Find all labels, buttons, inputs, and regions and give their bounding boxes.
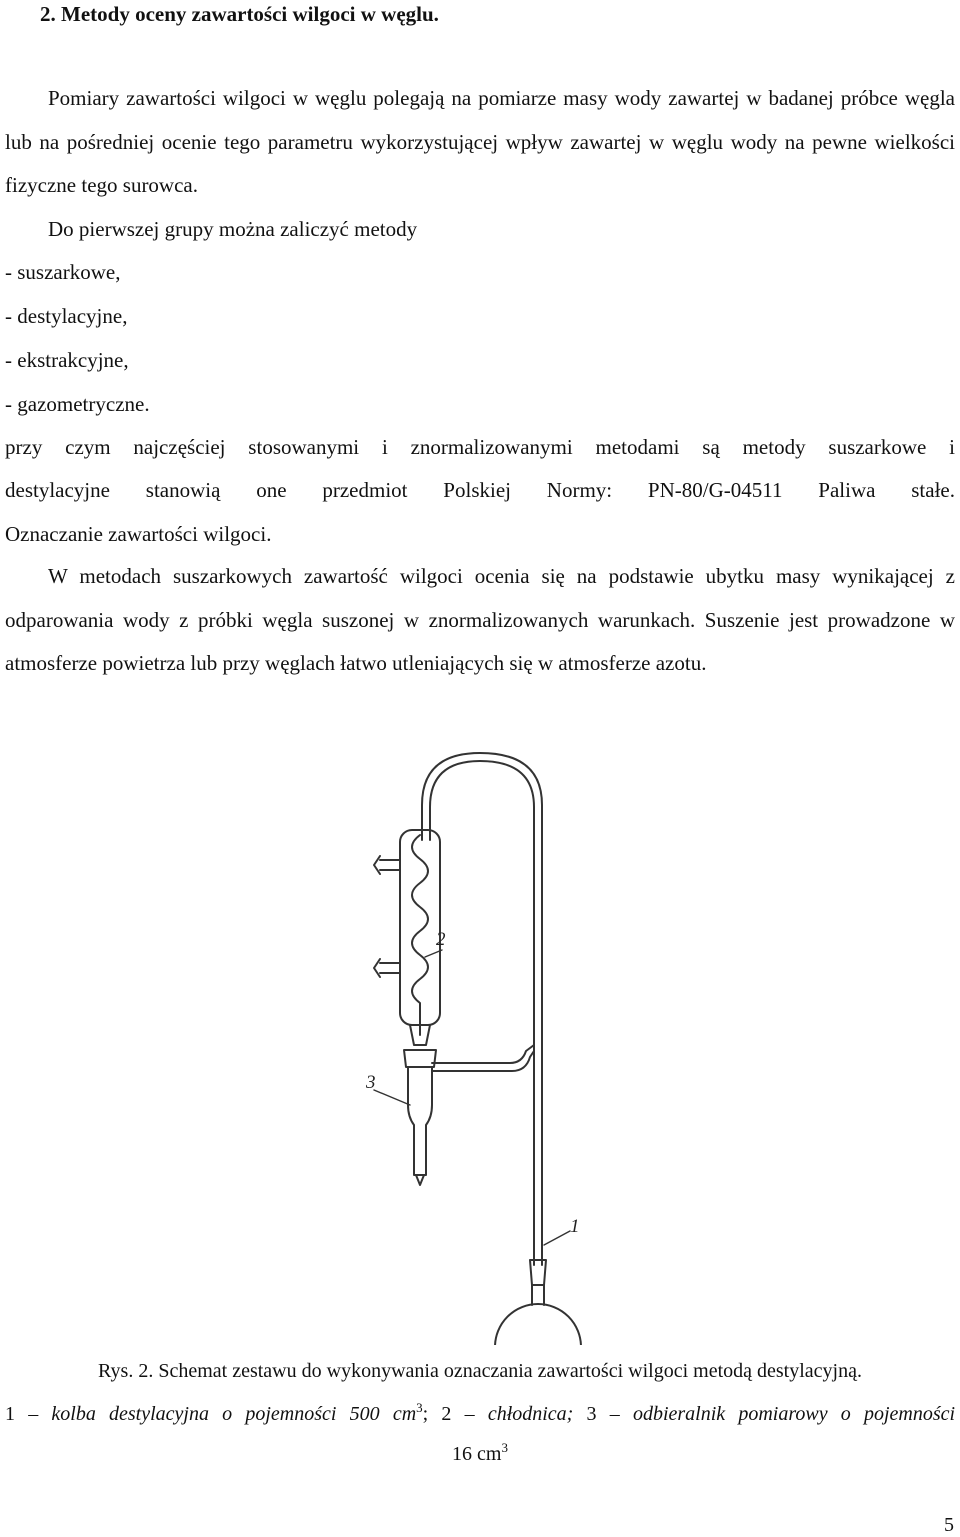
method-item-drying: - suszarkowe, bbox=[5, 260, 121, 284]
legend-text-condenser: chłodnica; bbox=[487, 1403, 574, 1425]
flask-neck bbox=[532, 1285, 544, 1305]
label-receiver: 3 bbox=[366, 1072, 376, 1093]
figure-legend-volume bbox=[0, 1440, 960, 1468]
figure-legend: 1 – kolba destylacyjna o pojemności 500 $cm^3$; 2 – chłodnica; 3 – odbieralnik pomiarowy o pojemności bbox=[5, 1400, 956, 1425]
leader-line-1 bbox=[544, 1231, 570, 1245]
legend-separator: ; bbox=[422, 1403, 429, 1425]
paragraph2-line1: przy czym najczęściej stosowanymi i znormalizowanymi metodami są metody suszarkowe i bbox=[5, 435, 955, 459]
method-item-extraction: - ekstrakcyjne, bbox=[5, 348, 129, 372]
label-flask: 1 bbox=[570, 1216, 580, 1237]
condenser-inlet-nozzle bbox=[374, 959, 400, 977]
legend-number-1: 1 bbox=[5, 1403, 15, 1425]
paragraph-drying-methods: W metodach suszarkowych zawartość wilgoci ocenia się na podstawie ubytku masy wynikającej z odparowania wody z próbki węgla suszonej w znormalizowanych warunkach. Suszenie jest prowadzone w atmosferze powietrza lub przy węglach łatwo utleniających się w atmosferze azotu. bbox=[5, 564, 955, 675]
receiver-body bbox=[408, 1067, 432, 1175]
paragraph2-line3: Oznaczanie zawartości wilgoci. bbox=[5, 522, 272, 546]
legend-volume: 16 cm bbox=[452, 1443, 502, 1465]
group-intro-line: Do pierwszej grupy można zaliczyć metody bbox=[48, 217, 418, 241]
flask-body bbox=[495, 1304, 581, 1345]
condenser-coil bbox=[412, 835, 428, 1035]
condenser-outlet-nozzle bbox=[374, 856, 400, 874]
method-item-distillation: - destylacyjne, bbox=[5, 304, 128, 328]
leader-line-3 bbox=[374, 1090, 410, 1105]
legend-superscript-1: 3 bbox=[416, 1400, 423, 1415]
legend-number-2: 2 bbox=[441, 1403, 452, 1425]
paragraph-intro: Pomiary zawartości wilgoci w węglu polegają na pomiarze masy wody zawartej w badanej próbce węgla lub na pośredniej ocenie tego parametru wykorzystującej wpływ zawartej w węglu wody na pewne wielkości fizyczne tego surowca. bbox=[5, 86, 955, 197]
distillation-apparatus-diagram bbox=[330, 745, 630, 1345]
receiver-tip bbox=[416, 1175, 424, 1185]
receiver-top bbox=[404, 1050, 436, 1067]
label-condenser: 2 bbox=[436, 929, 446, 950]
side-arm-upper bbox=[432, 1045, 534, 1063]
figure-caption: Rys. 2. Schemat zestawu do wykonywania oznaczania zawartości wilgoci metodą destylacyjną. bbox=[98, 1360, 862, 1382]
legend-text-flask: kolba destylacyjna o pojemności 500 cm bbox=[51, 1403, 417, 1425]
legend-number-3: 3 bbox=[586, 1403, 597, 1425]
paragraph2-line2: destylacyjne stanowią one przedmiot Polskiej Normy: PN-80/G-04511 Paliwa stałe. bbox=[5, 478, 955, 502]
legend-text-receiver: odbieralnik pomiarowy o pojemności bbox=[632, 1403, 956, 1425]
flask-joint bbox=[530, 1260, 546, 1285]
arch-tube-inner bbox=[430, 761, 534, 995]
method-item-gasometric: - gazometryczne. bbox=[5, 392, 150, 416]
page-number: 5 bbox=[944, 1514, 954, 1536]
legend-superscript-2: 3 bbox=[501, 1440, 508, 1455]
section-heading: 2. Metody oceny zawartości wilgoci w węglu. bbox=[40, 2, 439, 26]
